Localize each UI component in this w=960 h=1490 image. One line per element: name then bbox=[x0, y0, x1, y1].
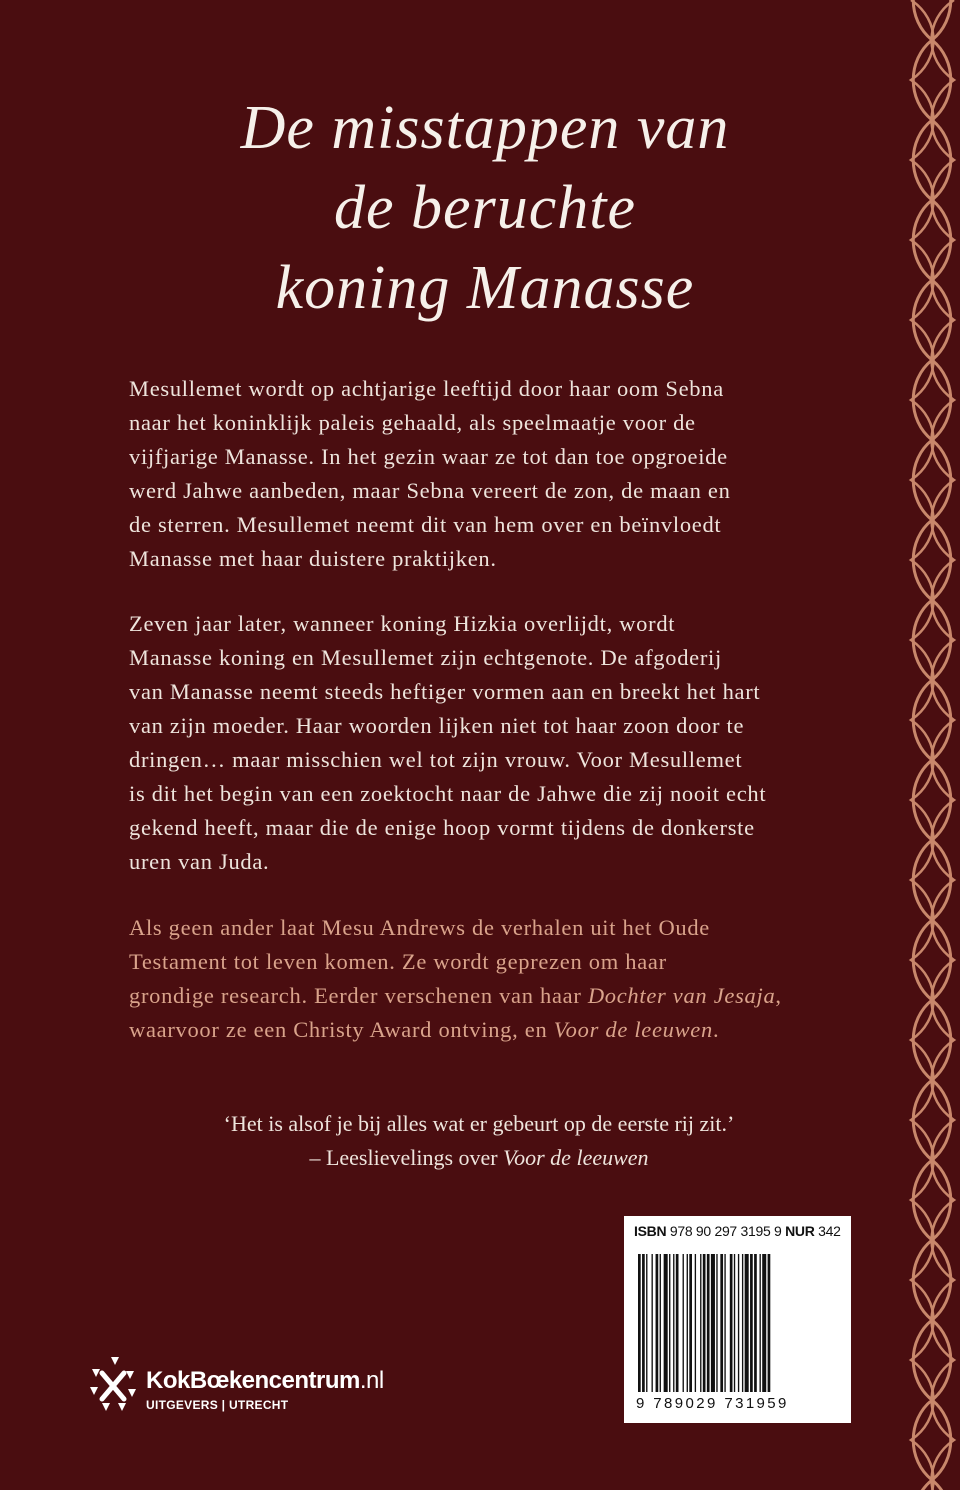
text-line: Zeven jaar later, wanneer koning Hizkia overlijdt, wordt bbox=[129, 611, 676, 636]
text-line: gekend heeft, maar die de enige hoop vormt tijdens de donkerste bbox=[129, 815, 755, 840]
blurb-paragraph-2 bbox=[129, 607, 869, 879]
barcode-bars bbox=[636, 1254, 839, 1392]
text-line: is dit het begin van een zoektocht naar de Jahwe die zij nooit echt bbox=[129, 781, 767, 806]
text-line: vijfjarige Manasse. In het gezin waar ze tot dan toe opgroeide bbox=[129, 444, 728, 469]
text-line bbox=[129, 1013, 869, 1047]
headline-line: De misstappen van bbox=[240, 94, 730, 162]
review-quote bbox=[129, 1107, 829, 1175]
text-line: Manasse met haar duistere praktijken. bbox=[129, 546, 497, 571]
text-line: werd Jahwe aanbeden, maar Sebna vereert de zon, de maan en bbox=[129, 478, 731, 503]
book-title: Dochter van Jesaja bbox=[587, 983, 776, 1008]
publisher-name bbox=[146, 1367, 384, 1395]
isbn-line bbox=[634, 1223, 841, 1239]
text-span: .nl bbox=[359, 1367, 384, 1394]
decorative-border-ornament bbox=[905, 0, 960, 1490]
blurb-paragraph-1 bbox=[129, 372, 869, 576]
text-line bbox=[129, 979, 869, 1013]
book-title: Voor de leeuwen bbox=[553, 1017, 713, 1042]
quote-text: ‘Het is alsof je bij alles wat er gebeurt op de eerste rij zit.’ bbox=[223, 1111, 735, 1136]
headline bbox=[60, 88, 910, 328]
text-line: uren van Juda. bbox=[129, 849, 270, 874]
text-line: dringen… maar misschien wel tot zijn vrouw. Voor Mesullemet bbox=[129, 747, 743, 772]
text-line: Manasse koning en Mesullemet zijn echtgenote. De afgoderij bbox=[129, 645, 722, 670]
publisher-logo bbox=[88, 1355, 428, 1425]
text-line: van zijn moeder. Haar woorden lijken niet tot haar zoon door te bbox=[129, 713, 745, 738]
isbn-label: ISBN bbox=[634, 1223, 667, 1239]
text-span: – Leeslievelings over bbox=[309, 1145, 504, 1170]
text-line: van Manasse neemt steeds heftiger vormen aan en breekt het hart bbox=[129, 679, 761, 704]
publisher-mark-icon bbox=[88, 1355, 138, 1415]
headline-line: koning Manasse bbox=[275, 254, 695, 322]
nur-label: NUR bbox=[785, 1223, 815, 1239]
isbn-value: 978 90 297 3195 9 bbox=[669, 1223, 782, 1239]
barcode-box bbox=[624, 1216, 851, 1423]
publisher-subtitle: UITGEVERS | UTRECHT bbox=[146, 1398, 289, 1412]
text-line: naar het koninklijk paleis gehaald, als speelmaatje voor de bbox=[129, 410, 696, 435]
text-line: Testament tot leven komen. Ze wordt geprezen om haar bbox=[129, 949, 667, 974]
headline-line: de beruchte bbox=[334, 174, 636, 242]
text-span: waarvoor ze een Christy Award ontving, en bbox=[129, 1017, 554, 1042]
text-line: de sterren. Mesullemet neemt dit van hem over en beïnvloedt bbox=[129, 512, 722, 537]
text-span: , bbox=[775, 983, 782, 1008]
quote-attribution bbox=[129, 1141, 829, 1175]
text-line: Als geen ander laat Mesu Andrews de verhalen uit het Oude bbox=[129, 915, 710, 940]
author-paragraph bbox=[129, 911, 869, 1047]
text-line: Mesullemet wordt op achtjarige leeftijd door haar oom Sebna bbox=[129, 376, 724, 401]
nur-value: 342 bbox=[818, 1223, 841, 1239]
book-title: Voor de leeuwen bbox=[503, 1145, 649, 1170]
text-span: . bbox=[712, 1017, 720, 1042]
barcode-number: 9 789029 731959 bbox=[636, 1395, 789, 1412]
text-span: KokBœkencentrum bbox=[146, 1367, 360, 1394]
text-span: grondige research. Eerder verschenen van haar bbox=[129, 983, 588, 1008]
